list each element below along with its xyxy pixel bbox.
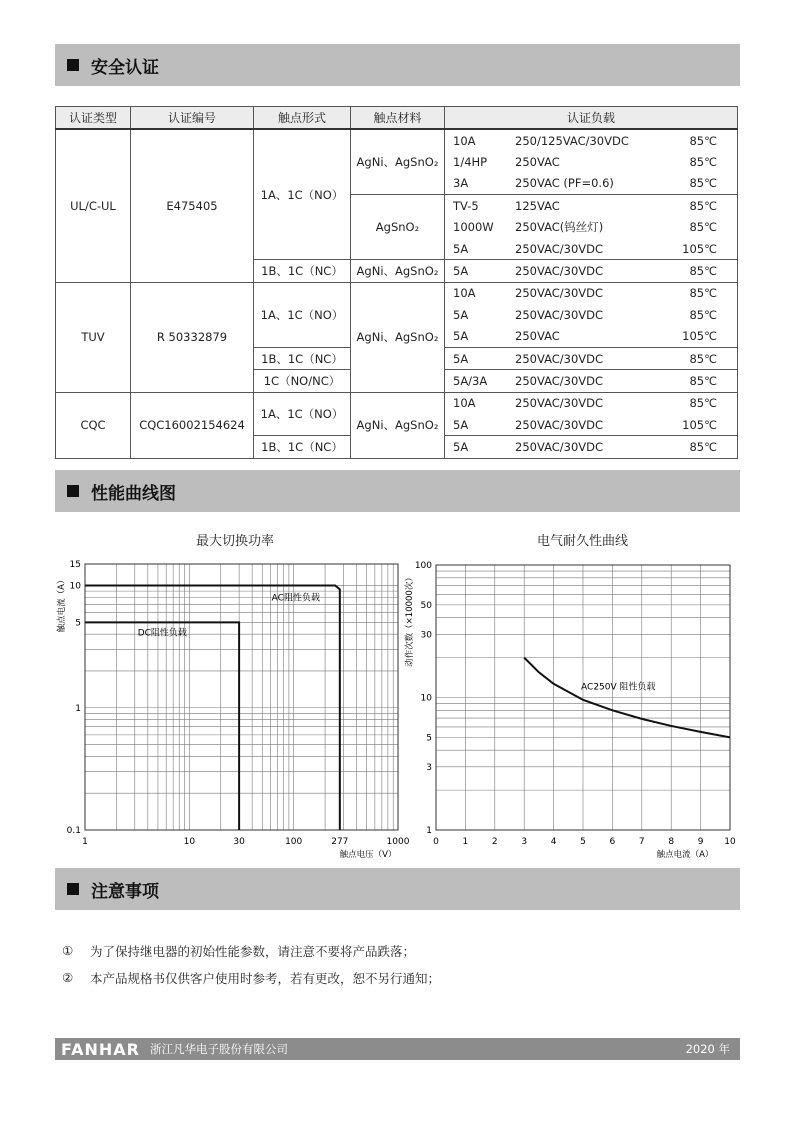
load-cell xyxy=(445,347,738,369)
x-tick-label: 2 xyxy=(491,837,498,847)
y-tick-label: 10 xyxy=(69,581,81,592)
x-tick-label: 10 xyxy=(724,837,736,847)
load-row: 1000W 250VAC(钨丝灯) 85℃ xyxy=(453,220,717,235)
header-cell: 触点材料 xyxy=(351,107,445,130)
x-tick-label: 10 xyxy=(183,837,196,847)
x-tick-label: 277 xyxy=(331,837,349,847)
series-label: DC阻性负载 xyxy=(137,628,187,639)
load-cell xyxy=(445,195,738,260)
load-row: 1/4HP 250VAC 85℃ xyxy=(453,155,717,170)
cert-number: E475405 xyxy=(131,129,254,282)
list-item: ① 为了保持继电器的初始性能参数，请注意不要将产品跌落； xyxy=(62,943,416,959)
x-axis-label: 触点电压（V） xyxy=(339,850,397,860)
cert-number: CQC16002154624 xyxy=(131,392,254,458)
x-tick-label: 4 xyxy=(550,837,557,847)
x-tick-label: 8 xyxy=(668,837,675,847)
load-cell xyxy=(445,129,738,195)
y-tick-label: 5 xyxy=(75,618,81,629)
load-row: 5A/3A 250VAC/30VDC 85℃ xyxy=(453,373,717,388)
series-label: AC阻性负载 xyxy=(271,593,320,604)
y-axis-label: 触点电流（A） xyxy=(57,575,67,633)
section-header-safety xyxy=(55,44,740,86)
header-cell: 认证类型 xyxy=(56,107,131,130)
load-row: 5A 250VAC/30VDC 85℃ xyxy=(453,440,717,455)
contact-form: 1B、1C（NC） xyxy=(254,436,351,458)
load-cell xyxy=(445,370,738,392)
load-row: 10A 250/125VAC/30VDC 85℃ xyxy=(453,133,717,148)
x-tick-label: 7 xyxy=(638,837,645,847)
load-row: 5A 250VAC/30VDC 85℃ xyxy=(453,264,717,279)
x-tick-label: 6 xyxy=(609,837,616,847)
x-tick-label: 100 xyxy=(285,837,303,847)
notes-list xyxy=(62,937,440,991)
contact-form: 1A、1C（NO） xyxy=(254,392,351,436)
cert-type: TUV xyxy=(56,282,131,392)
series-line xyxy=(85,622,239,830)
table-header-row xyxy=(56,107,738,130)
x-tick-label: 5 xyxy=(580,837,586,847)
certification-table xyxy=(55,106,738,459)
contact-form: 1B、1C（NC） xyxy=(254,260,351,282)
y-tick-label: 0.1 xyxy=(66,826,81,836)
load-row: 5A 250VAC/30VDC 85℃ xyxy=(453,351,717,366)
section-title: 性能曲线图 xyxy=(91,483,176,504)
section-header-performance xyxy=(55,470,740,512)
header-cell: 触点形式 xyxy=(254,107,351,130)
x-axis-label: 触点电流（A） xyxy=(656,850,714,860)
x-tick-label: 0 xyxy=(433,837,439,847)
y-tick-label: 50 xyxy=(420,600,432,611)
series-label: AC250V 阻性负载 xyxy=(581,682,656,693)
load-cell xyxy=(445,392,738,436)
contact-material: AgNi、AgSnO₂ xyxy=(351,129,445,195)
y-tick-label: 3 xyxy=(426,762,432,773)
square-bullet-icon xyxy=(67,485,79,497)
section-title: 注意事项 xyxy=(91,881,159,902)
cert-type: UL/C-UL xyxy=(56,129,131,282)
x-tick-label: 1000 xyxy=(386,837,410,847)
load-cell xyxy=(445,436,738,458)
section-title: 安全认证 xyxy=(91,57,159,78)
header-cell: 认证编号 xyxy=(131,107,254,130)
load-row: 10A 250VAC/30VDC 85℃ xyxy=(453,396,717,411)
endurance-chart xyxy=(400,548,800,868)
company-logo: FANHAR xyxy=(61,1039,140,1059)
x-tick-label: 1 xyxy=(82,837,88,847)
load-row: 5A 250VAC/30VDC 105℃ xyxy=(453,417,717,432)
y-tick-label: 15 xyxy=(69,560,81,570)
x-tick-label: 1 xyxy=(462,837,469,847)
x-tick-label: 9 xyxy=(697,837,704,847)
y-axis-label: 动作次数（×10000次） xyxy=(405,573,415,667)
load-cell xyxy=(445,282,738,347)
x-tick-label: 30 xyxy=(233,837,245,847)
cert-type: CQC xyxy=(56,392,131,458)
table-row xyxy=(56,282,738,347)
footer-bar xyxy=(55,1038,740,1060)
list-item: ② 本产品规格书仅供客户使用时参考，若有更改，恕不另行通知； xyxy=(62,970,441,986)
y-tick-label: 30 xyxy=(420,630,432,641)
chart-title-endurance: 电气耐久性曲线 xyxy=(536,534,628,549)
square-bullet-icon xyxy=(67,883,79,895)
load-cell xyxy=(445,260,738,282)
contact-material: AgSnO₂ xyxy=(351,195,445,260)
header-cell: 认证负载 xyxy=(445,107,738,130)
x-tick-label: 3 xyxy=(521,837,528,847)
contact-form: 1A、1C（NO） xyxy=(254,282,351,347)
load-row: 5A 250VAC/30VDC 105℃ xyxy=(453,241,717,256)
contact-material: AgNi、AgSnO₂ xyxy=(351,392,445,458)
y-tick-label: 10 xyxy=(420,693,432,704)
footer-year: 2020 年 xyxy=(685,1042,730,1056)
load-row: TV-5 125VAC 85℃ xyxy=(453,198,717,213)
y-tick-label: 1 xyxy=(426,826,432,836)
section-header-notes xyxy=(55,868,740,910)
y-tick-label: 100 xyxy=(414,561,432,571)
contact-material: AgNi、AgSnO₂ xyxy=(351,260,445,282)
company-name: 浙江凡华电子股份有限公司 xyxy=(149,1042,288,1056)
load-row: 3A 250VAC (PF=0.6) 85℃ xyxy=(453,176,717,191)
contact-form: 1A、1C（NO） xyxy=(254,129,351,260)
load-row: 5A 250VAC 105℃ xyxy=(453,329,717,344)
plot-frame xyxy=(85,564,398,830)
load-row: 10A 250VAC/30VDC 85℃ xyxy=(453,286,717,301)
cert-number: R 50332879 xyxy=(131,282,254,392)
table-row xyxy=(56,392,738,436)
load-row: 5A 250VAC/30VDC 85℃ xyxy=(453,307,717,322)
chart-title-power: 最大切换功率 xyxy=(195,534,274,549)
square-bullet-icon xyxy=(67,59,79,71)
contact-form: 1B、1C（NC） xyxy=(254,347,351,369)
y-tick-label: 5 xyxy=(426,733,432,744)
table-row xyxy=(56,129,738,195)
contact-material: AgNi、AgSnO₂ xyxy=(351,282,445,392)
contact-form: 1C（NO/NC） xyxy=(254,370,351,392)
y-tick-label: 1 xyxy=(75,703,81,714)
